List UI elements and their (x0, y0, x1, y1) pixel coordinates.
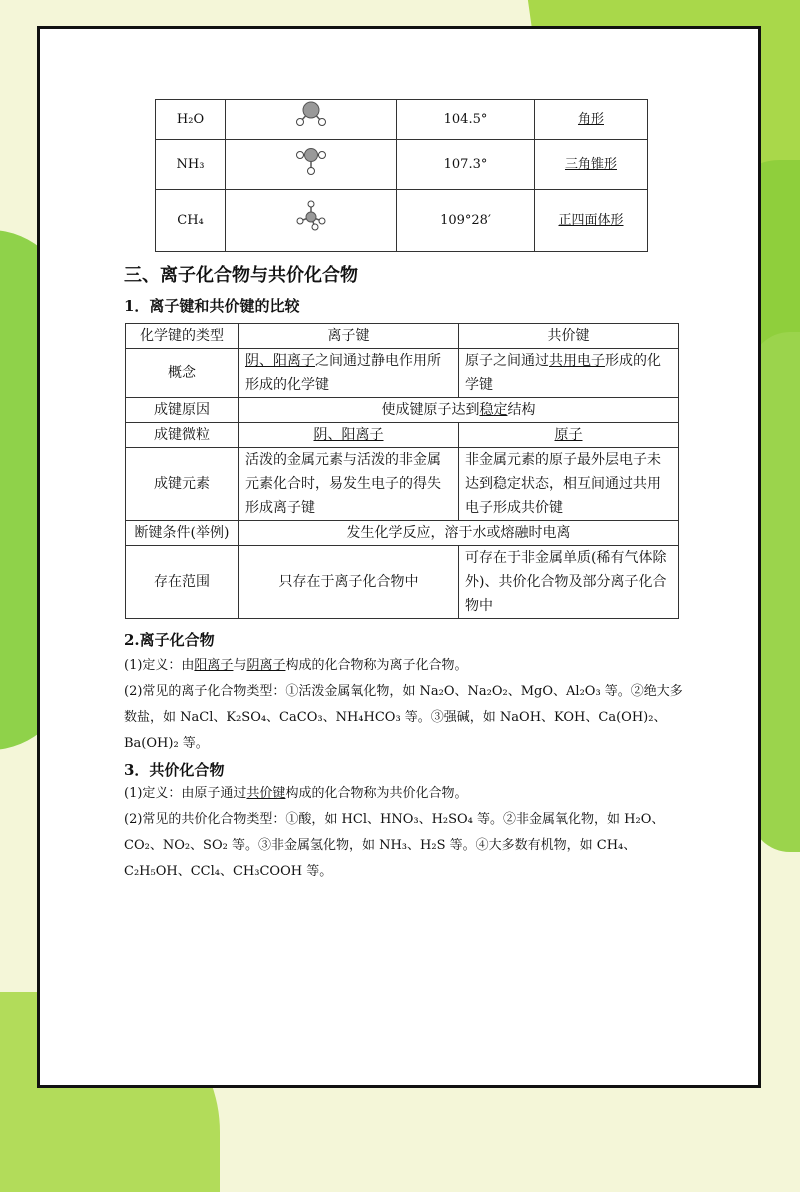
table-cell: 发生化学反应，溶于水或熔融时电离 (239, 521, 679, 546)
row-label: 概念 (126, 349, 239, 398)
table-cell: 可存在于非金属单质(稀有气体除外)、共价化合物及部分离子化合物中 (459, 546, 679, 619)
table-cell: 非金属元素的原子最外层电子未达到稳定状态，相互间通过共用电子形成共价键 (459, 448, 679, 521)
table-cell: 阴、阳离子 (239, 423, 459, 448)
bond-comparison-table (125, 323, 679, 619)
ionic-types: (2)常见的离子化合物类型：①活泼金属氧化物，如 Na₂O、Na₂O₂、MgO、Al₂O₃ 等。②绝大多数盐，如 NaCl、K₂SO₄、CaCO₃、NH₄HCO₃ 等。③强碱，如 NaOH、KOH、Ca(OH)₂、Ba(OH)₂ 等。 (124, 684, 683, 751)
section-title: 三、离子化合物与共价化合物 (124, 265, 358, 286)
table-header: 离子键 (239, 324, 459, 349)
molecule-model-icon (226, 190, 397, 252)
subsection-title: 1．离子键和共价键的比较 (124, 297, 300, 315)
row-label: 断键条件(举例) (126, 521, 239, 546)
table-cell: 活泼的金属元素与活泼的非金属元素化合时，易发生电子的得失形成离子键 (239, 448, 459, 521)
table-cell: 原子之间通过共用电子形成的化学键 (459, 349, 679, 398)
covalent-types: (2)常见的共价化合物类型：①酸，如 HCl、HNO₃、H₂SO₄ 等。②非金属氧化物，如 H₂O、CO₂、NO₂、SO₂ 等。③非金属氢化物，如 NH₃、H₂S 等。④大多数有机物，如 CH₄、C₂H₅OH、CCl₄、CH₃COOH 等。 (124, 812, 665, 879)
table-header: 共价键 (459, 324, 679, 349)
row-label: 成键元素 (126, 448, 239, 521)
molecule-model-icon (226, 140, 397, 190)
table-header: 化学键的类型 (126, 324, 239, 349)
ionic-definition: (1)定义：由阳离子与阴离子构成的化合物称为离子化合物。 (124, 658, 468, 673)
molecule-name: H₂O (156, 100, 226, 140)
molecule-table (155, 99, 648, 252)
table-cell: 阴、阳离子之间通过静电作用所形成的化学键 (239, 349, 459, 398)
table-cell: 原子 (459, 423, 679, 448)
table-cell: 只存在于离子化合物中 (239, 546, 459, 619)
bond-angle: 107.3° (397, 140, 535, 190)
molecule-model-icon (226, 100, 397, 140)
bond-angle: 104.5° (397, 100, 535, 140)
molecule-name: NH₃ (156, 140, 226, 190)
molecule-name: CH₄ (156, 190, 226, 252)
molecule-shape: 角形 (577, 111, 604, 127)
molecule-shape: 三角锥形 (564, 156, 617, 172)
row-label: 成键微粒 (126, 423, 239, 448)
document-page (37, 26, 761, 1088)
subsection-title: 2.离子化合物 (124, 631, 215, 649)
table-cell: 使成键原子达到稳定结构 (239, 398, 679, 423)
molecule-shape: 正四面体形 (558, 212, 624, 228)
row-label: 存在范围 (126, 546, 239, 619)
bond-angle: 109°28′ (397, 190, 535, 252)
subsection-title: 3．共价化合物 (124, 761, 225, 779)
covalent-definition: (1)定义：由原子通过共价键构成的化合物称为共价化合物。 (124, 786, 468, 801)
row-label: 成键原因 (126, 398, 239, 423)
